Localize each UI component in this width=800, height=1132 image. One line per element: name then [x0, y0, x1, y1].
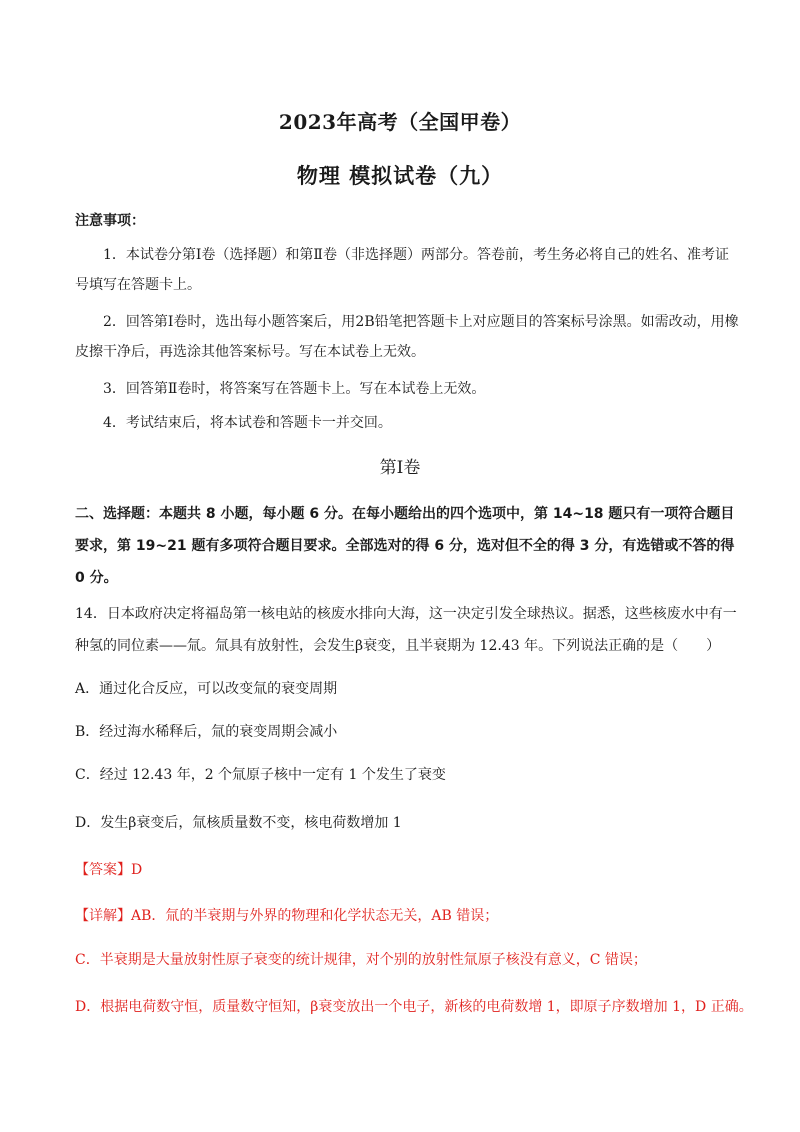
- option-b: B．经过海水稀释后，氚的衰变周期会减小: [75, 724, 338, 740]
- explanation-d: D．根据电荷数守恒，质量数守恒知，β衰变放出一个电子，新核的电荷数增 1，即原子序数增加 1，D 正确。: [75, 999, 753, 1015]
- exam-subtitle: 物理 模拟试卷（九）: [296, 163, 504, 188]
- section-title: 第Ⅰ卷: [379, 458, 421, 478]
- option-c: C．经过 12.43 年，2 个氚原子核中一定有 1 个发生了衰变: [75, 767, 446, 783]
- notice-item-3: 3．回答第Ⅱ卷时，将答案写在答题卡上。写在本试卷上无效。: [103, 381, 486, 397]
- option-a: A．通过化合反应，可以改变氚的衰变周期: [75, 681, 338, 697]
- exam-title: 2023年高考（全国甲卷）: [278, 110, 522, 134]
- option-d: D．发生β衰变后，氚核质量数不变，核电荷数增加 1: [75, 815, 402, 831]
- section-instructions: 二、选择题：本题共 8 小题，每小题 6 分。在每小题给出的四个选项中，第 14~18 题只有一项符合题目要求，第 19~21 题有多项符合题目要求。全部选对的得 6 分，选对但不全的得 3 分，有选错或不答的得 0 分。: [75, 506, 735, 586]
- question-stem: 14．日本政府决定将福岛第一核电站的核废水排向大海，这一决定引发全球热议。据悉，这些核废水中有一种氢的同位素——氚。氚具有放射性，会发生β衰变，且半衰期为 12.43 年。下列说法正确的是（ ）: [75, 606, 737, 654]
- answer-line: 【答案】D: [75, 862, 143, 878]
- notice-item-2: 2．回答第Ⅰ卷时，选出每小题答案后，用2B铅笔把答题卡上对应题目的答案标号涂黑。如需改动，用橡皮擦干净后，再选涂其他答案标号。写在本试卷上无效。: [75, 314, 739, 360]
- explanation-c: C．半衰期是大量放射性原子衰变的统计规律，对个别的放射性氚原子核没有意义，C 错误；: [75, 952, 647, 968]
- notice-heading: 注意事项：: [75, 213, 145, 229]
- notice-item-1: 1．本试卷分第Ⅰ卷（选择题）和第Ⅱ卷（非选择题）两部分。答卷前，考生务必将自己的姓名、准考证号填写在答题卡上。: [75, 247, 729, 293]
- explanation-ab: 【详解】AB．氚的半衰期与外界的物理和化学状态无关，AB 错误；: [75, 908, 499, 924]
- notice-item-4: 4．考试结束后，将本试卷和答题卡一并交回。: [103, 415, 392, 431]
